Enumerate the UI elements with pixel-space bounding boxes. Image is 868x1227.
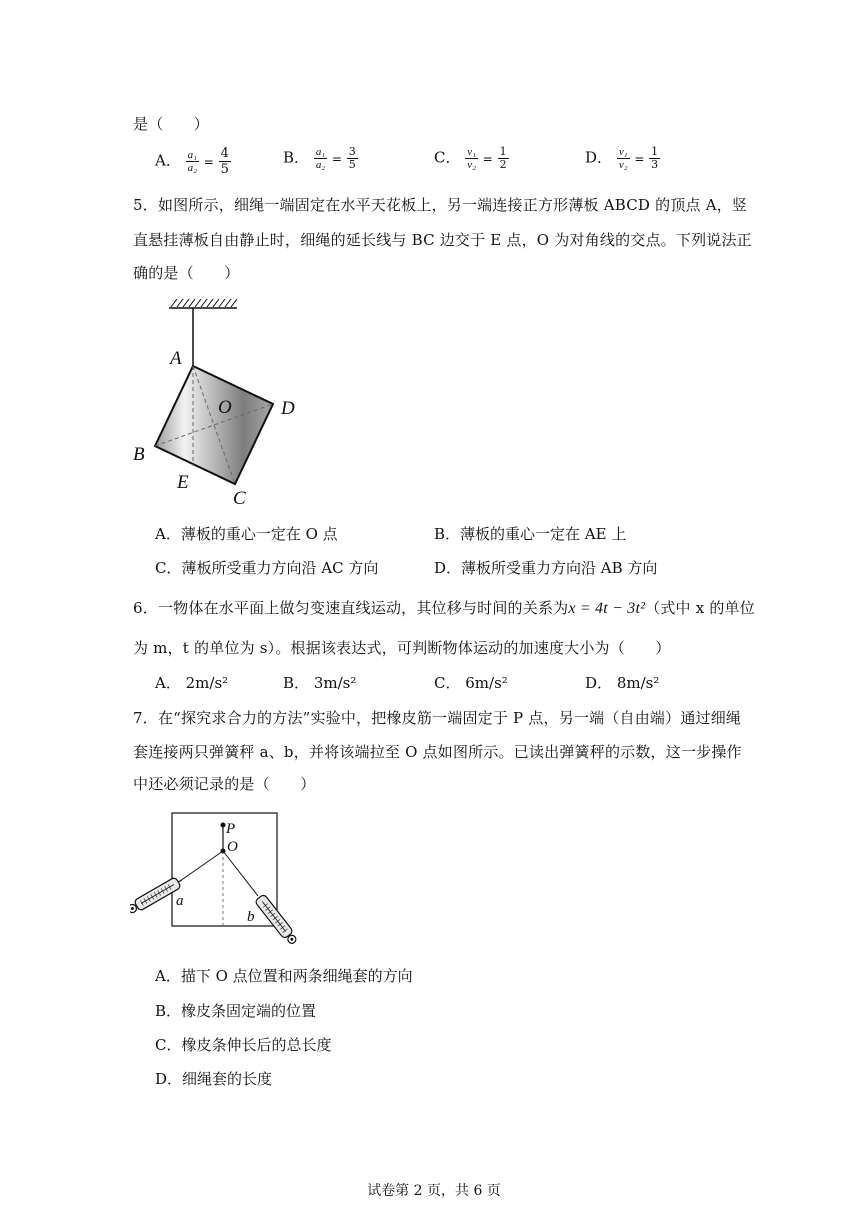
q7-stem-line-3: 中还必须记录的是（ ） [133,775,316,793]
q6-option-d-value: 8m/s² [616,674,660,692]
q4-option-c-label: C． [434,148,461,167]
label-e: E [177,472,189,493]
q7-stem-line-1: 7．在“探究求合力的方法”实验中，把橡皮筋一端固定于 P 点，另一端（自由端）通过细绳 [133,709,742,727]
q5-stem-line-3: 确的是（ ） [133,264,240,282]
q4-option-b-label: B． [283,148,310,167]
q6-option-a-value: 2m/s² [185,674,229,692]
q5-option-d: D．薄板所受重力方向沿 AB 方向 [434,559,658,577]
q4-tail-text: 是（ ） [133,115,210,133]
q6-formula: x = 4t − 3t² [568,600,646,617]
q4-option-a: A． $\frac{\text{a₁}}{\text{a₂}}$ = $\frac{4}{5}$ [155,146,229,177]
q7-stem-line-2: 套连接两只弹簧秤 a、b，并将该端拉至 O 点如图所示。已读出弹簧秤的示数，这一步操作 [133,743,742,761]
label-d: D [281,398,295,419]
q5-stem-line-1: 5．如图所示，细绳一端固定在水平天花板上，另一端连接正方形薄板 ABCD 的顶点 A，竖 [133,196,748,214]
q5-stem-line-2: 直悬挂薄板自由静止时，细绳的延长线与 BC 边交于 E 点，O 为对角线的交点。下列说法正 [133,231,752,249]
q6-option-d: D． 8m/s² [585,674,660,692]
q6-option-b-value: 3m/s² [313,674,357,692]
q6-stem-post: （式中 x 的单位 [645,599,755,617]
square-plate [155,366,273,484]
label-p: P [226,821,236,837]
label-o: O [218,397,232,418]
q6-option-a: A． 2m/s² [155,674,229,692]
q4-option-c: C． $\frac{\text{v₁}}{\text{v₂}}$ = $\frac{1}{2}$ [434,145,507,171]
q4-option-a-label: A． [155,151,181,170]
ceiling [169,299,237,308]
page-footer: 试卷第 2 页，共 6 页 [367,1183,501,1199]
q6-option-b: B． 3m/s² [283,674,357,692]
label-o: O [227,839,238,855]
label-b: B [133,444,145,465]
q6-stem-pre: 6．一物体在水平面上做匀变速直线运动，其位移与时间的关系为 [133,599,569,617]
q4-option-d-label: D． [585,148,613,167]
q4-option-b: B． $\frac{\text{a₁}}{\text{a₂}}$ = $\frac{3}{5}$ [283,145,356,171]
label-a: a [176,893,184,909]
q5-option-c: C．薄板所受重力方向沿 AC 方向 [155,559,379,577]
q4-option-d: D． $\frac{\text{v₁}}{\text{v₂}}$ = $\frac{1}{3}$ [585,145,659,171]
q7-option-d: D．细绳套的长度 [155,1070,273,1088]
label-a: A [170,348,182,369]
label-b: b [247,909,255,925]
q6-option-c: C． 6m/s² [434,674,508,692]
q6-stem-line-1 [133,597,755,618]
q5-option-b: B．薄板的重心一定在 AE 上 [434,525,627,543]
q6-option-c-value: 6m/s² [465,674,508,692]
q7-figure-force-experiment [130,808,310,948]
q7-option-a: A．描下 O 点位置和两条细绳套的方向 [155,967,413,985]
q7-option-c: C．橡皮条伸长后的总长度 [155,1036,332,1054]
q7-option-b: B．橡皮条固定端的位置 [155,1002,317,1020]
q5-option-a: A．薄板的重心一定在 O 点 [155,525,338,543]
q6-stem-line-2: 为 m，t 的单位为 s）。根据该表达式，可判断物体运动的加速度大小为（ ） [133,639,671,657]
q5-figure-hanging-plate [125,290,325,515]
label-c: C [233,488,246,509]
